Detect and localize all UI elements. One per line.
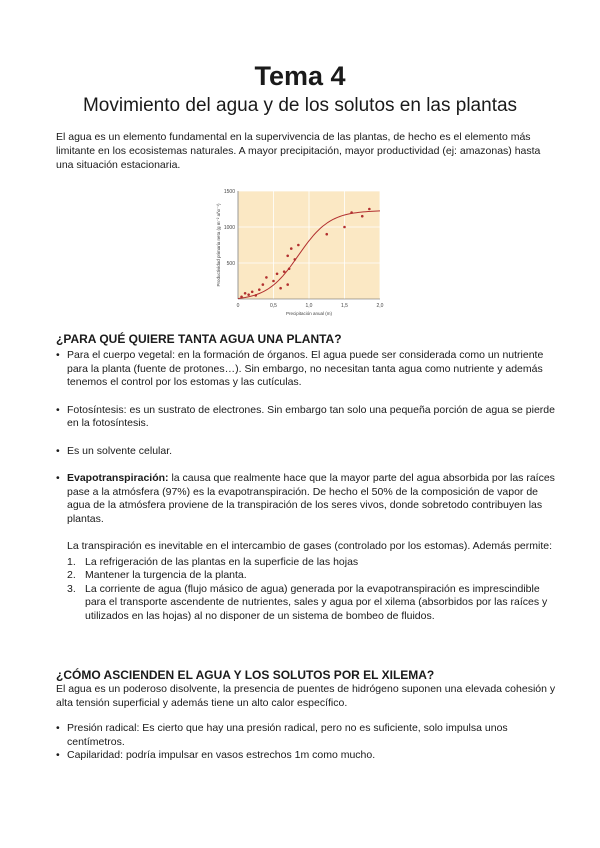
transpiration-paragraph: La transpiración es inevitable en el intercambio de gases (controlado por los estomas). Además permite: (67, 540, 553, 552)
y-axis-label: Productividad primaria neta (g m⁻² año⁻¹) (216, 203, 221, 287)
data-point (244, 292, 247, 295)
bullet-marker: • (56, 749, 60, 761)
bullet-marker: • (56, 403, 60, 416)
data-point (262, 283, 265, 286)
list-item (56, 472, 556, 526)
chart-svg (212, 185, 390, 319)
item-text: Mantener la turgencia de la planta. (85, 569, 247, 581)
page-title: Tema 4 (254, 61, 346, 91)
list-item (56, 349, 556, 390)
list-item (67, 583, 556, 624)
x-tick-label: 2,0 (376, 303, 384, 309)
list-item (67, 569, 556, 583)
bullet-text: Para el cuerpo vegetal: en la formación de órganos. El agua puede ser considerada como un nutriente para la planta (fuente de protones…). Sin embargo, no necesitan tanta agua como nutriente y además tenemos el control por los estomas y las cutículas. (67, 349, 544, 388)
bullet-text: Presión radical: Es cierto que hay una presión radical, pero no es suficiente, solo impulsa unos centímetros. (67, 722, 508, 748)
data-point (283, 270, 286, 273)
precipitation-productivity-chart (212, 185, 390, 319)
numbered-list (67, 556, 556, 624)
item-text: La corriente de agua (flujo másico de agua) generada por la evapotranspiración es imprescindible para el transporte ascendente de nutrientes, sales y agua por el xilema (absorbidos por las raíces y utilizados en las hojas) al no disponer de un sistema de bombeo de fluidos. (85, 582, 548, 622)
section-water-purpose (56, 332, 556, 623)
section-heading: ¿PARA QUÉ QUIERE TANTA AGUA UNA PLANTA? (56, 332, 342, 346)
item-number: 2. (67, 569, 76, 581)
item-text: La refrigeración de las plantas en la superficie de las hojas (85, 555, 359, 568)
x-axis-label: Precipitación anual (m) (285, 311, 333, 316)
bullet-text: Es un solvente celular. (67, 444, 173, 457)
data-point (286, 283, 289, 286)
y-tick-label: 1500 (223, 189, 235, 195)
list-item (56, 404, 556, 431)
data-point (325, 233, 328, 236)
data-point (276, 273, 279, 276)
data-point (297, 244, 300, 247)
bullet-text: Fotosíntesis: es un sustrato de electrones. Sin embargo tan solo una pequeña porción de agua se pierde en la fotosíntesis. (67, 403, 555, 429)
bullet-marker: • (56, 349, 60, 361)
data-point (265, 276, 268, 279)
data-point (251, 291, 254, 294)
data-point (286, 255, 289, 258)
data-point (272, 280, 275, 283)
x-tick-label: 0 (236, 303, 240, 309)
item-number: 1. (67, 555, 76, 568)
data-point (290, 247, 293, 250)
data-point (361, 215, 364, 218)
x-tick-label: 0,5 (270, 303, 277, 309)
data-point (240, 296, 243, 299)
section-xylem-ascent (56, 668, 556, 763)
y-tick-label: 1000 (223, 225, 235, 231)
x-tick-label: 1,0 (305, 303, 313, 309)
bullet-text: la causa que realmente hace que la mayor parte del agua absorbida por las raíces pase a la atmósfera (97%) es la evapotranspiración. De hecho el 50% de la composición de vapor de agua de la atmósfera proviene de la transpiración de los seres vivos, donde sobretodo contribuyen las plantas. (67, 472, 555, 525)
list-item (67, 556, 556, 570)
section-paragraph: El agua es un poderoso disolvente, la presencia de puentes de hidrógeno suponen una elevada cohesión y alta tensión superficial y además tiene un alto calor específico. (56, 683, 556, 709)
list-item (56, 445, 556, 459)
intro-paragraph: El agua es un elemento fundamental en la supervivencia de las plantas, de hecho es el elemento más limitante en los ecosistemas naturales. A mayor precipitación, mayor productividad (ej: amazonas) hasta una situación estacionaria. (56, 131, 541, 171)
data-point (279, 287, 282, 290)
data-point (294, 258, 297, 261)
bullet-marker: • (56, 444, 60, 457)
bullet-term: Evapotranspiración: (67, 472, 169, 484)
bullet-list (56, 722, 556, 763)
data-point (288, 267, 291, 270)
data-point (258, 288, 261, 291)
data-point (247, 293, 250, 296)
item-number: 3. (67, 582, 76, 595)
bullet-marker: • (56, 722, 60, 734)
page-subtitle: Movimiento del agua y de los solutos en las plantas (82, 95, 518, 116)
bullet-list (56, 349, 556, 526)
bullet-text: Capilaridad: podría impulsar en vasos estrechos 1m como mucho. (67, 749, 376, 761)
data-point (368, 208, 371, 211)
list-item (56, 722, 556, 749)
data-point (343, 226, 346, 229)
bullet-marker: • (56, 472, 60, 484)
y-tick-label: 500 (226, 261, 235, 267)
data-point (254, 294, 257, 297)
x-tick-label: 1,5 (341, 303, 348, 309)
section-heading: ¿CÓMO ASCIENDEN EL AGUA Y LOS SOLUTOS POR EL XILEMA? (56, 668, 435, 682)
data-point (350, 211, 353, 214)
list-item (56, 749, 556, 763)
